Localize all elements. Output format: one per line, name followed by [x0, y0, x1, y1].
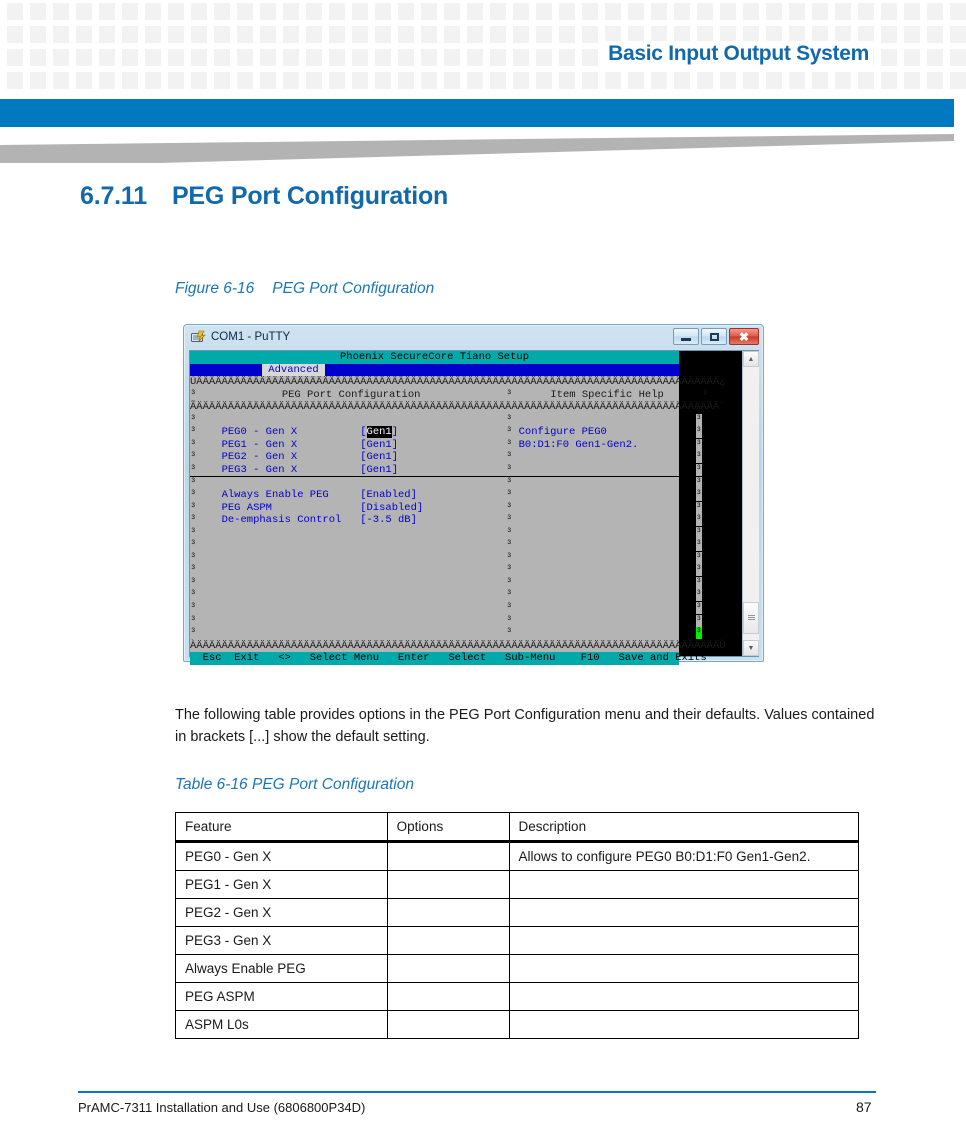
maximize-icon	[710, 333, 719, 341]
terminal-setup-title: Phoenix SecureCore Tiano Setup	[190, 351, 679, 364]
cell-options	[387, 899, 509, 927]
header-blue-bar	[0, 99, 954, 127]
figure-caption	[175, 280, 434, 298]
scroll-down-arrow-icon[interactable]: ▼	[743, 640, 759, 656]
cell-feature: ASPM L0s	[176, 1011, 388, 1039]
table-row	[176, 1011, 859, 1039]
footer-page-number: 87	[856, 1099, 872, 1115]
page-title: Basic Input Output System	[602, 41, 873, 67]
terminal-setting-label[interactable]: Always Enable PEG	[221, 489, 361, 502]
menu-tab-advanced[interactable]: Advanced	[262, 363, 326, 376]
table-row	[176, 983, 859, 1011]
cell-description	[509, 1011, 858, 1039]
cell-feature: PEG0 - Gen X	[176, 842, 388, 871]
terminal-setting-label[interactable]: PEG3 - Gen X	[221, 463, 361, 476]
cell-description	[509, 899, 858, 927]
terminal-setting-value[interactable]: [-3.5 dB]	[360, 514, 417, 527]
cell-feature: Always Enable PEG	[176, 955, 388, 983]
terminal-scrollbar[interactable]	[742, 351, 759, 656]
terminal-line: ³ ³ ³	[190, 564, 702, 577]
terminal-setting-label[interactable]: PEG1 - Gen X	[221, 438, 361, 451]
terminal-line: ³ PEG1 - Gen X [Gen1] ³ B0:D1:F0 Gen1-Gen2. ³	[190, 438, 702, 451]
close-icon: ✖	[738, 329, 750, 344]
terminal-status-bar	[190, 652, 707, 665]
column-header-description: Description	[509, 813, 858, 842]
terminal-setting-value[interactable]: [Gen1]	[360, 463, 399, 476]
terminal-line: ³ ³ ³	[190, 526, 702, 539]
terminal-line: ³ PEG0 - Gen X [Gen1] ³ Configure PEG0 ³	[190, 426, 702, 439]
table-caption: Table 6-16 PEG Port Configuration	[175, 776, 414, 793]
terminal-setting-label[interactable]: PEG2 - Gen X	[221, 451, 361, 464]
figure-label: Figure 6-16	[175, 280, 255, 297]
terminal-border-mid: ÃÄÄÄÄÄÄÄÄÄÄÄÄÄÄÄÄÄÄÄÄÄÄÄÄÄÄÄÄÄÄÄÄÄÄÄÄÄÄÄÄÄÄÄÄÄÄÄÄÄÄÄÄÄÄÄÄÄÄÄÄÄÄÄÄÄÄÄÄÄÄÄÄÄÄÄÄÄÄÄÄÄÄÄ´	[190, 401, 726, 414]
terminal-setting-value[interactable]: [Gen1]	[360, 451, 399, 464]
terminal-line: ³ ³ ³	[190, 627, 702, 640]
table-row	[176, 871, 859, 899]
terminal-line: ³ ³ ³	[190, 602, 702, 614]
terminal-setting-value[interactable]: [Disabled]	[360, 501, 424, 514]
table-row	[176, 842, 859, 871]
cell-options	[387, 842, 509, 871]
column-header-feature: Feature	[176, 813, 388, 842]
putty-terminal-frame	[189, 350, 759, 665]
cell-options	[387, 983, 509, 1011]
cell-options	[387, 871, 509, 899]
terminal-border-top: ÚÄÄÄÄÄÄÄÄÄÄÄÄÄÄÄÄÄÄÄÄÄÄÄÄÄÄÄÄÄÄÄÄÄÄÄÄÄÄÄÄÄÄÄÄÄÄÄÄÄÄÄÄÄÄÄÄÄÄÄÄÄÄÄÄÄÄÄÄÄÄÄÄÄÄÄÄÄÄÄÄÄÄÄ¿	[190, 376, 726, 389]
terminal-line: ³ De-emphasis Control [-3.5 dB] ³ ³	[190, 514, 702, 527]
table-row	[176, 899, 859, 927]
header-gray-swoosh	[0, 131, 954, 163]
table-row	[176, 955, 859, 983]
cell-options	[387, 1011, 509, 1039]
terminal-line: ³ ³ ³	[190, 576, 702, 589]
cell-options	[387, 955, 509, 983]
minimize-button[interactable]	[673, 328, 699, 345]
section-heading	[80, 182, 448, 211]
table-body	[176, 842, 859, 1039]
column-header-options: Options	[387, 813, 509, 842]
terminal-line: ³ PEG3 - Gen X [Gen1] ³ ³	[190, 463, 702, 476]
cell-feature: PEG3 - Gen X	[176, 927, 388, 955]
scrollbar-thumb[interactable]	[743, 602, 759, 634]
terminal-line: ³ ³ ³	[190, 614, 702, 627]
putty-window	[183, 324, 764, 665]
terminal-setting-label[interactable]: PEG0 - Gen X	[221, 426, 361, 439]
terminal-border-bottom: ÀÄÄÄÄÄÄÄÄÄÄÄÄÄÄÄÄÄÄÄÄÄÄÄÄÄÄÄÄÄÄÄÄÄÄÄÄÄÄÄÄÄÄÄÄÄÄÄÄÄÄÄÄÄÄÄÄÄÄÄÄÄÄÄÄÄÄÄÄÄÄÄÄÄÄÄÄÄÄÄÄÄÄÄÙ	[190, 639, 726, 652]
terminal-selected-value[interactable]: Gen1	[366, 426, 392, 439]
scroll-up-arrow-icon[interactable]: ▲	[743, 351, 759, 367]
terminal-line: ³ PEG2 - Gen X [Gen1] ³ ³	[190, 451, 702, 464]
cell-description: Allows to configure PEG0 B0:D1:F0 Gen1-Gen2.	[509, 842, 858, 871]
terminal-setting-label[interactable]: PEG ASPM	[221, 501, 361, 514]
terminal-line: ³ ³ ³	[190, 589, 702, 602]
footer-divider	[78, 1091, 876, 1093]
minimize-icon	[681, 338, 691, 341]
terminal-line: ³ ³ ³	[190, 551, 702, 564]
putty-window-title: COM1 - PuTTY	[211, 331, 291, 343]
peg-port-configuration-table	[175, 812, 859, 1039]
table-row	[176, 927, 859, 955]
terminal-line: ³ ³ ³	[190, 476, 702, 489]
cell-feature: PEG1 - Gen X	[176, 871, 388, 899]
terminal-line: ³ ³ ³	[190, 413, 702, 426]
close-button[interactable]	[729, 328, 759, 345]
terminal-panel-titles: ³ PEG Port Configuration ³ Item Specific Help ³	[190, 388, 709, 401]
terminal-cursor: ³	[695, 627, 702, 640]
cell-feature: PEG2 - Gen X	[176, 899, 388, 927]
terminal-menu-bar	[190, 364, 679, 377]
body-paragraph: The following table provides options in the PEG Port Configuration menu and their defaults. Values contained in brackets [...] show the default setting.	[175, 707, 875, 745]
putty-terminal-screen[interactable]	[190, 351, 742, 665]
terminal-status-keys: Esc Exit <> Select Menu Enter Select Sub-Menu F10 Save and Exits	[190, 652, 707, 665]
terminal-setting-value[interactable]: [Enabled]	[360, 489, 417, 502]
footer-document-name: PrAMC-7311 Installation and Use (6806800P34D)	[78, 1100, 366, 1115]
section-title: PEG Port Configuration	[171, 182, 449, 210]
cell-description	[509, 927, 858, 955]
terminal-setting-value[interactable]: [Gen1]	[360, 438, 399, 451]
scrollbar-grip-icon	[748, 615, 755, 621]
terminal-setting-label[interactable]: De-emphasis Control	[221, 514, 361, 527]
terminal-line: ³ Always Enable PEG [Enabled] ³ ³	[190, 489, 702, 502]
figure-title: PEG Port Configuration	[272, 280, 435, 297]
terminal-help-line: Configure PEG0	[518, 426, 607, 439]
putty-title-bar[interactable]	[184, 325, 763, 349]
section-number: 6.7.11	[80, 182, 147, 210]
cell-options	[387, 927, 509, 955]
cell-description	[509, 871, 858, 899]
cell-feature: PEG ASPM	[176, 983, 388, 1011]
terminal-line: ³ PEG ASPM [Disabled] ³ ³	[190, 501, 702, 514]
terminal-line: ³ ³ ³	[190, 539, 702, 552]
cell-description	[509, 983, 858, 1011]
putty-app-icon	[191, 330, 206, 345]
cell-description	[509, 955, 858, 983]
terminal-help-line: B0:D1:F0 Gen1-Gen2.	[518, 438, 639, 451]
window-controls	[673, 328, 759, 345]
table-header-row	[176, 813, 859, 842]
maximize-button[interactable]	[701, 328, 727, 345]
